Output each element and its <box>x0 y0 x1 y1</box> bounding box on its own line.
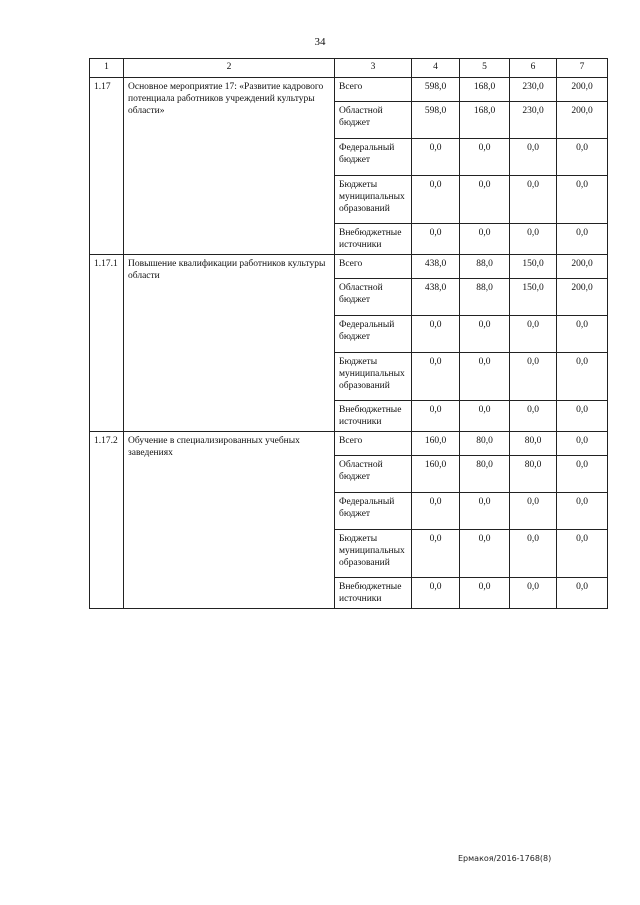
amount-cell: 160,0 <box>412 432 460 456</box>
amount-cell: 0,0 <box>412 353 460 401</box>
header-cell-2: 2 <box>124 59 335 78</box>
page-number: 34 <box>314 36 326 48</box>
funding-source: Всего <box>335 78 412 102</box>
amount-cell: 0,0 <box>557 456 608 493</box>
amount-cell: 0,0 <box>460 578 510 609</box>
amount-cell: 200,0 <box>557 279 608 316</box>
amount-cell: 0,0 <box>557 224 608 255</box>
amount-cell: 0,0 <box>412 578 460 609</box>
header-cell-5: 5 <box>460 59 510 78</box>
amount-cell: 0,0 <box>510 139 557 176</box>
item-name: Повышение квалификации работников культуры области <box>124 255 335 432</box>
funding-source: Бюджеты муниципальных образований <box>335 353 412 401</box>
table-row <box>90 255 608 279</box>
amount-cell: 0,0 <box>460 316 510 353</box>
amount-cell: 150,0 <box>510 279 557 316</box>
amount-cell: 598,0 <box>412 78 460 102</box>
funding-source: Бюджеты муниципальных образований <box>335 176 412 224</box>
header-cell-4: 4 <box>412 59 460 78</box>
amount-cell: 88,0 <box>460 279 510 316</box>
funding-source: Всего <box>335 255 412 279</box>
amount-cell: 0,0 <box>412 224 460 255</box>
amount-cell: 0,0 <box>510 176 557 224</box>
amount-cell: 88,0 <box>460 255 510 279</box>
amount-cell: 0,0 <box>510 353 557 401</box>
amount-cell: 0,0 <box>412 316 460 353</box>
amount-cell: 0,0 <box>412 139 460 176</box>
table-row <box>90 78 608 102</box>
amount-cell: 0,0 <box>412 493 460 530</box>
amount-cell: 0,0 <box>412 401 460 432</box>
amount-cell: 438,0 <box>412 279 460 316</box>
funding-source: Бюджеты муниципальных образований <box>335 530 412 578</box>
amount-cell: 0,0 <box>460 353 510 401</box>
item-code: 1.17 <box>90 78 124 255</box>
amount-cell: 0,0 <box>510 493 557 530</box>
amount-cell: 0,0 <box>510 401 557 432</box>
amount-cell: 598,0 <box>412 102 460 139</box>
funding-source: Внебюджетные источники <box>335 224 412 255</box>
item-code: 1.17.2 <box>90 432 124 609</box>
funding-source: Областной бюджет <box>335 456 412 493</box>
amount-cell: 0,0 <box>460 401 510 432</box>
amount-cell: 0,0 <box>460 530 510 578</box>
amount-cell: 80,0 <box>510 432 557 456</box>
funding-source: Федеральный бюджет <box>335 316 412 353</box>
funding-source: Федеральный бюджет <box>335 493 412 530</box>
funding-source: Областной бюджет <box>335 102 412 139</box>
header-cell-3: 3 <box>335 59 412 78</box>
header-cell-6: 6 <box>510 59 557 78</box>
amount-cell: 160,0 <box>412 456 460 493</box>
header-cell-1: 1 <box>90 59 124 78</box>
amount-cell: 200,0 <box>557 78 608 102</box>
amount-cell: 80,0 <box>460 432 510 456</box>
funding-source: Федеральный бюджет <box>335 139 412 176</box>
funding-source: Областной бюджет <box>335 279 412 316</box>
item-name: Основное мероприятие 17: «Развитие кадрового потенциала работников учреждений культуры области» <box>124 78 335 255</box>
amount-cell: 0,0 <box>557 139 608 176</box>
amount-cell: 0,0 <box>460 493 510 530</box>
amount-cell: 0,0 <box>557 353 608 401</box>
amount-cell: 0,0 <box>557 578 608 609</box>
amount-cell: 0,0 <box>557 176 608 224</box>
amount-cell: 200,0 <box>557 102 608 139</box>
budget-table <box>89 58 608 609</box>
amount-cell: 0,0 <box>557 316 608 353</box>
document-footer-code: Ермакоя/2016-1768(8) <box>458 854 552 863</box>
amount-cell: 0,0 <box>460 176 510 224</box>
amount-cell: 0,0 <box>510 316 557 353</box>
amount-cell: 0,0 <box>557 493 608 530</box>
amount-cell: 80,0 <box>510 456 557 493</box>
amount-cell: 0,0 <box>557 401 608 432</box>
item-code: 1.17.1 <box>90 255 124 432</box>
amount-cell: 80,0 <box>460 456 510 493</box>
amount-cell: 0,0 <box>510 578 557 609</box>
amount-cell: 230,0 <box>510 78 557 102</box>
header-cell-7: 7 <box>557 59 608 78</box>
item-name: Обучение в специализированных учебных заведениях <box>124 432 335 609</box>
funding-source: Внебюджетные источники <box>335 578 412 609</box>
amount-cell: 150,0 <box>510 255 557 279</box>
amount-cell: 0,0 <box>460 139 510 176</box>
amount-cell: 0,0 <box>412 530 460 578</box>
amount-cell: 0,0 <box>510 530 557 578</box>
amount-cell: 0,0 <box>557 530 608 578</box>
amount-cell: 230,0 <box>510 102 557 139</box>
amount-cell: 0,0 <box>412 176 460 224</box>
amount-cell: 200,0 <box>557 255 608 279</box>
amount-cell: 168,0 <box>460 102 510 139</box>
funding-source: Всего <box>335 432 412 456</box>
header-row <box>90 59 608 78</box>
amount-cell: 0,0 <box>460 224 510 255</box>
funding-source: Внебюджетные источники <box>335 401 412 432</box>
table-row <box>90 432 608 456</box>
amount-cell: 0,0 <box>557 432 608 456</box>
amount-cell: 168,0 <box>460 78 510 102</box>
amount-cell: 0,0 <box>510 224 557 255</box>
amount-cell: 438,0 <box>412 255 460 279</box>
